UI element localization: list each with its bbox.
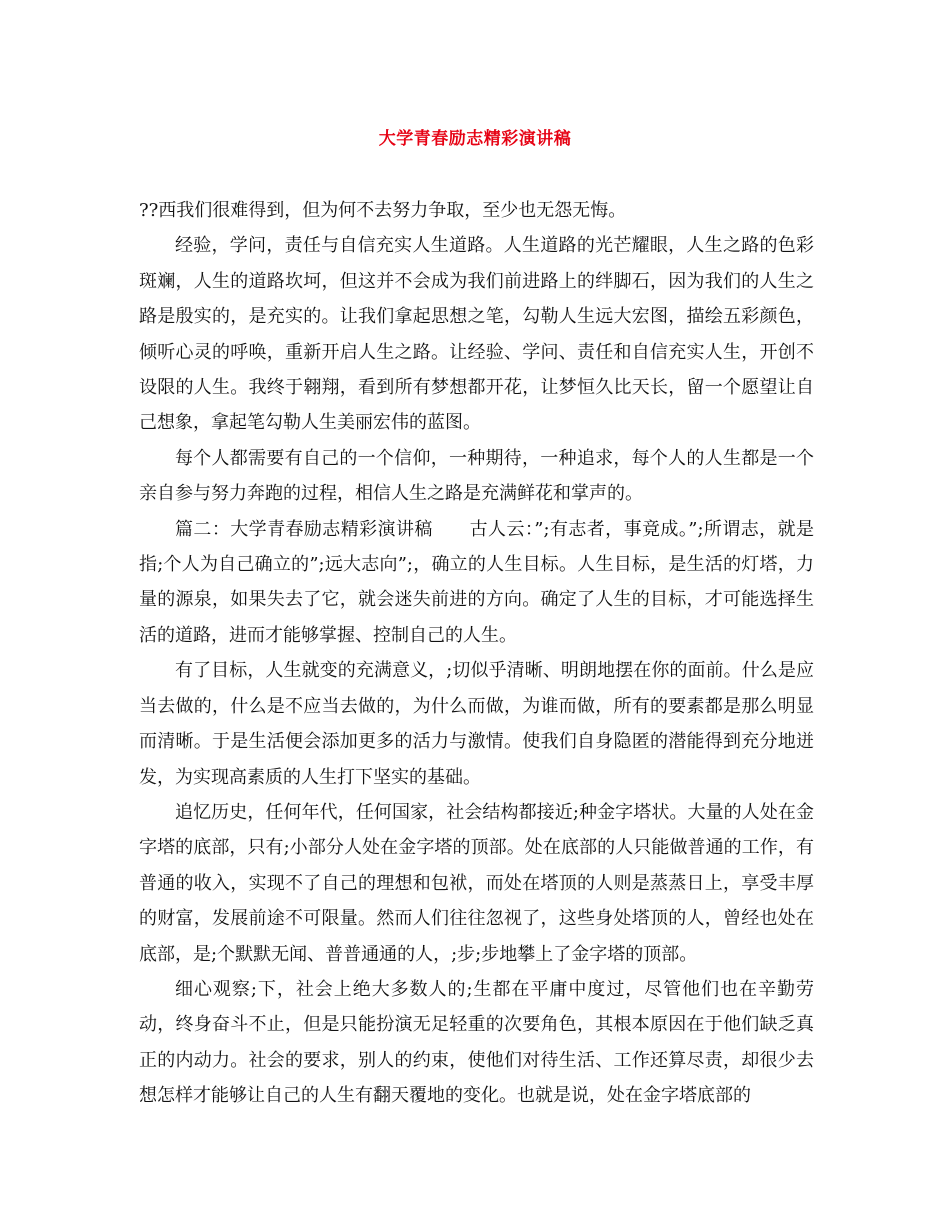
paragraph-1: ??西我们很难得到，但为何不去努力争取，至少也无怨无悔。 — [139, 200, 627, 221]
paragraph-3: 每个人都需要有自己的一个信仰，一种期待，一种追求，每个人的人生都是一个亲自参与努力奔跑的过程，相信人生之路是充满鲜花和掌声的。 — [139, 447, 814, 505]
paragraph-6: 追忆历史，任何年代，任何国家，社会结构都接近;种金字塔状。大量的人处在金字塔的底部，只有;小部分人处在金字塔的顶部。处在底部的人只能做普通的工作，有普通的收入，实现不了自己的理想和包袱，而处在塔顶的人则是蒸蒸日上，享受丰厚的财富，发展前途不可限量。然而人们往往忽视了，这些身处塔顶的人，曾经也处在底部，是;个默默无闻、普普通通的人，;步;步地攀上了金字塔的顶部。 — [139, 801, 814, 965]
document-body — [139, 193, 814, 1114]
document-title: 大学青春励志精彩演讲稿 — [378, 129, 572, 149]
paragraph-5: 有了目标，人生就变的充满意义，;切似乎清晰、明朗地摆在你的面前。什么是应当去做的，什么是不应当去做的，为什么而做，为谁而做，所有的要素都是那么明显而清晰。于是生活便会添加更多的活力与激情。使我们自身隐匿的潜能得到充分地迸发，为实现高素质的人生打下坚实的基础。 — [139, 660, 814, 788]
paragraph-2: 经验，学问，责任与自信充实人生道路。人生道路的光芒耀眼，人生之路的色彩斑斓，人生的道路坎坷，但这并不会成为我们前进路上的绊脚石，因为我们的人生之路是殷实的，是充实的。让我们拿起思想之笔，勾勒人生远大宏图，描绘五彩颜色，倾听心灵的呼唤，重新开启人生之路。让经验、学问、责任和自信充实人生，开创不设限的人生。我终于翱翔，看到所有梦想都开花，让梦恒久比天长，留一个愿望让自己想象，拿起笔勾勒人生美丽宏伟的蓝图。 — [139, 235, 814, 434]
paragraph-4: 篇二：大学青春励志精彩演讲稿 古人云：”;有志者，事竟成。”;所谓志，就是指;个人为自己确立的”;远大志向”;，确立的人生目标。人生目标，是生活的灯塔，力量的源泉，如果失去了它，就会迷失前进的方向。确定了人生的目标，才可能选择生活的道路，进而才能够掌握、控制自己的人生。 — [139, 518, 814, 646]
paragraph-7: 细心观察;下，社会上绝大多数人的;生都在平庸中度过，尽管他们也在辛勤劳动，终身奋斗不止，但是只能扮演无足轻重的次要角色，其根本原因在于他们缺乏真正的内动力。社会的要求，别人的约束，使他们对待生活、工作还算尽责，却很少去想怎样才能够让自己的人生有翻天覆地的变化。也就是说，处在金字塔底部的 — [139, 978, 814, 1107]
